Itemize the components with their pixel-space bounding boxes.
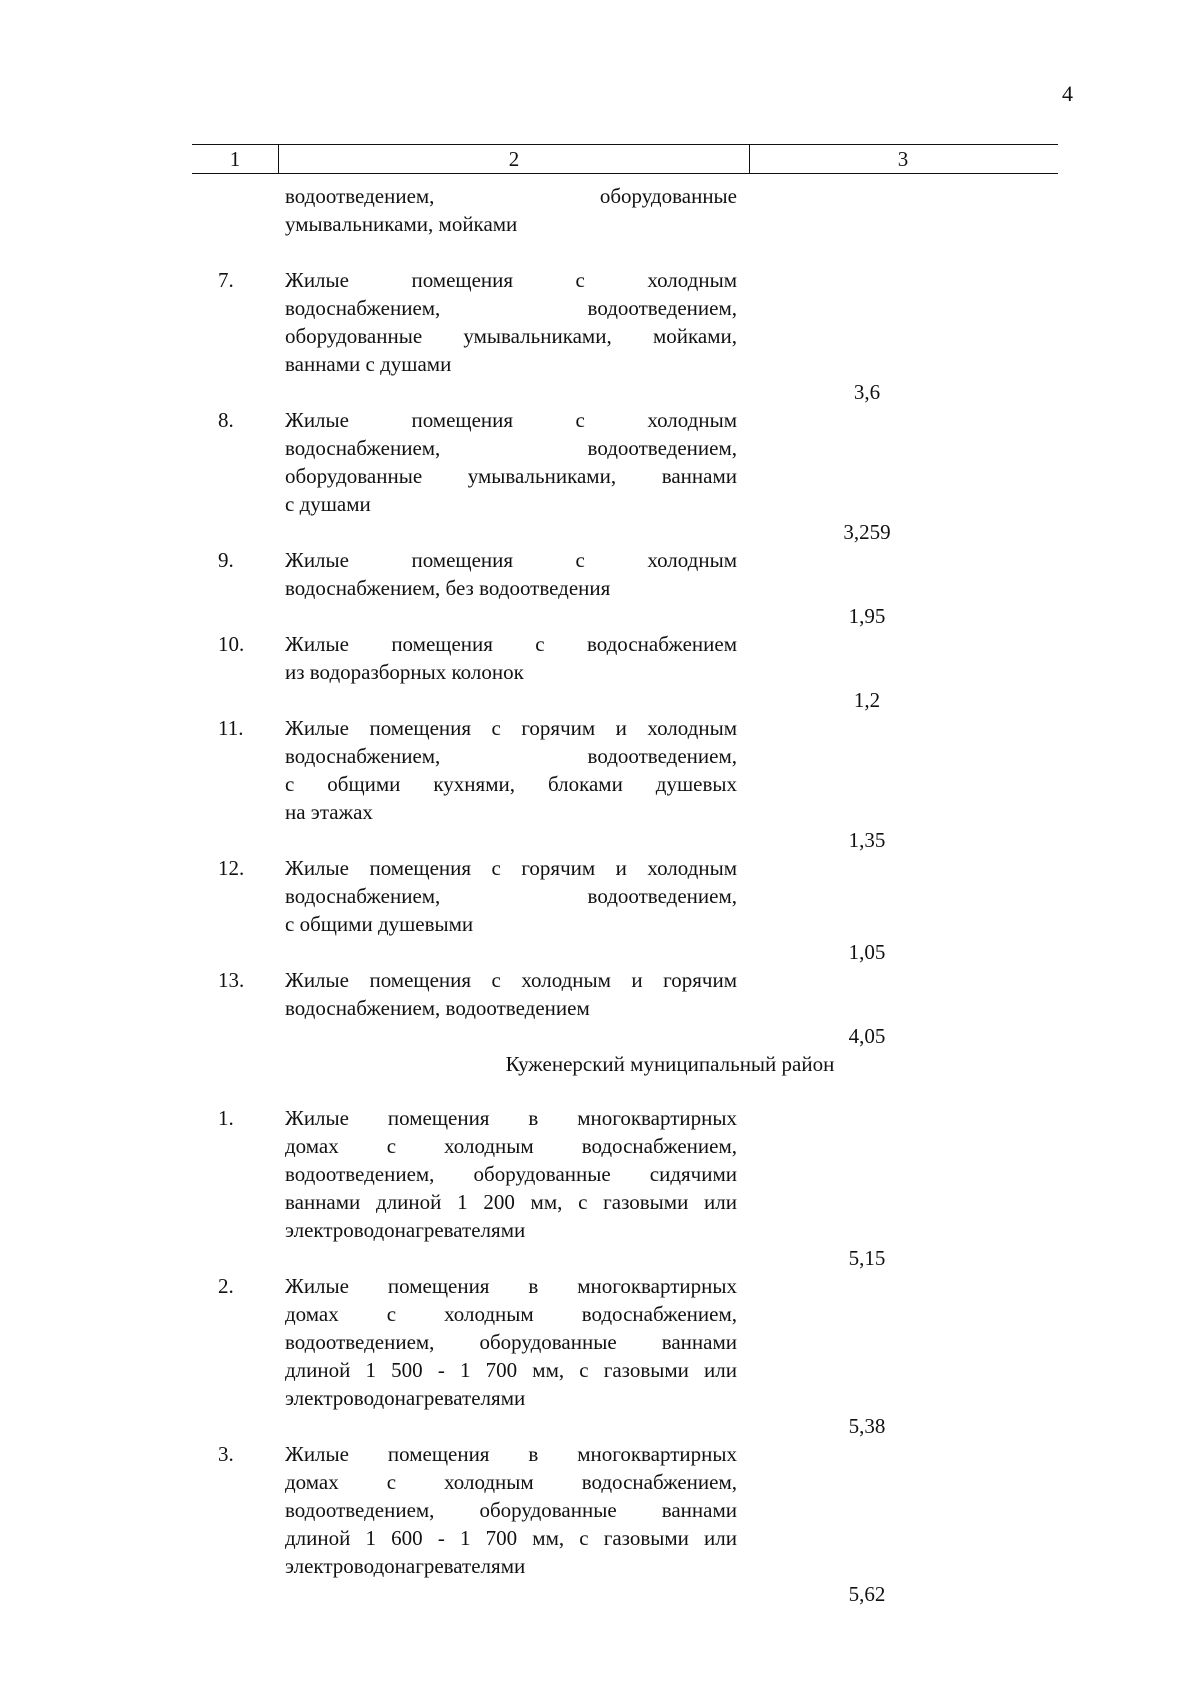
row-number: 8. [218,408,234,432]
row-description [285,1440,737,1580]
table-row [192,966,1058,1048]
text-line: Жилые помещения с холодным и горячим [285,968,737,992]
row-value: 1,95 [848,604,886,628]
text-line: оборудованные умывальниками, мойками, [285,324,737,348]
table-row [192,1104,1058,1270]
text-line: Жилые помещения с водоснабжением [285,632,737,656]
text-line: с общими кухнями, блоками душевых [285,772,737,796]
row-description [285,714,737,826]
text-line: с общими душевыми [285,912,474,936]
row-description [285,266,737,378]
text-line: водоотведением, оборудованные ваннами [285,1330,737,1354]
text-line: умывальниками, мойками [285,212,518,236]
row-number: 7. [218,268,234,292]
table-row [192,266,1058,404]
table-row [192,406,1058,544]
table-header [192,144,1058,174]
table-header-col-3: 3 [897,147,909,171]
text-line: Жилые помещения с холодным [285,268,737,292]
row-value: 1,35 [848,828,886,852]
table-body [192,182,1058,1608]
table-row [192,714,1058,852]
text-line: электроводонагревателями [285,1386,526,1410]
text-line: длиной 1 600 - 1 700 мм, с газовыми или [285,1526,737,1550]
text-line: Жилые помещения в многоквартирных [285,1274,737,1298]
row-number: 1. [218,1106,234,1130]
row-description [285,966,737,1022]
row-value: 4,05 [848,1024,886,1048]
text-line: электроводонагревателями [285,1554,526,1578]
text-line: на этажах [285,800,373,824]
table-row [192,854,1058,964]
rows-group-b [192,1104,1058,1606]
continuation-text [285,182,737,238]
table-header-col-1: 1 [229,147,241,171]
text-line: водоснабжением, водоотведением, [285,884,737,908]
table-row [192,1440,1058,1606]
text-line: домах с холодным водоснабжением, [285,1134,737,1158]
row-number: 10. [218,632,245,656]
row-description [285,1104,737,1244]
text-line: Жилые помещения с холодным [285,408,737,432]
row-number: 12. [218,856,245,880]
row-value: 1,2 [853,688,881,712]
section-title [278,1050,1058,1078]
text-line: водоснабжением, водоотведением, [285,436,737,460]
row-value: 3,259 [843,520,891,544]
text-line: электроводонагревателями [285,1218,526,1242]
continuation-row [192,182,1058,238]
table-row [192,630,1058,712]
row-value: 1,05 [848,940,886,964]
text-line: Жилые помещения с горячим и холодным [285,856,737,880]
section-title-text: Куженерский муниципальный район [505,1052,835,1076]
row-description [285,406,737,518]
text-line: Жилые помещения в многоквартирных [285,1442,737,1466]
text-line: ваннами с душами [285,352,452,376]
row-description [285,630,737,686]
row-value: 3,6 [853,380,881,404]
row-number: 11. [218,716,244,740]
text-line: водоотведением, оборудованные ваннами [285,1498,737,1522]
text-line: домах с холодным водоснабжением, [285,1470,737,1494]
row-number: 13. [218,968,245,992]
text-line: водоотведением, оборудованные [285,184,737,208]
text-line: из водоразборных колонок [285,660,524,684]
row-value: 5,62 [848,1582,886,1606]
row-number: 3. [218,1442,234,1466]
row-value: 5,15 [848,1246,886,1270]
text-line: водоснабжением, водоотведением, [285,296,737,320]
row-number: 2. [218,1274,234,1298]
text-line: Жилые помещения в многоквартирных [285,1106,737,1130]
text-line: водоотведением, оборудованные сидячими [285,1162,737,1186]
text-line: водоснабжением, водоотведением [285,996,590,1020]
text-line: ваннами длиной 1 200 мм, с газовыми или [285,1190,737,1214]
table-row [192,546,1058,628]
row-number: 9. [218,548,234,572]
row-description [285,1272,737,1412]
page-number: 4 [1062,81,1073,106]
table-header-col-2: 2 [278,145,750,173]
text-line: с душами [285,492,371,516]
rows-group-a [192,266,1058,1048]
text-line: оборудованные умывальниками, ваннами [285,464,737,488]
text-line: водоснабжением, без водоотведения [285,576,611,600]
text-line: домах с холодным водоснабжением, [285,1302,737,1326]
row-value: 5,38 [848,1414,886,1438]
row-description [285,854,737,938]
text-line: водоснабжением, водоотведением, [285,744,737,768]
text-line: Жилые помещения с горячим и холодным [285,716,737,740]
row-description [285,546,737,602]
table-row [192,1272,1058,1438]
text-line: длиной 1 500 - 1 700 мм, с газовыми или [285,1358,737,1382]
text-line: Жилые помещения с холодным [285,548,737,572]
